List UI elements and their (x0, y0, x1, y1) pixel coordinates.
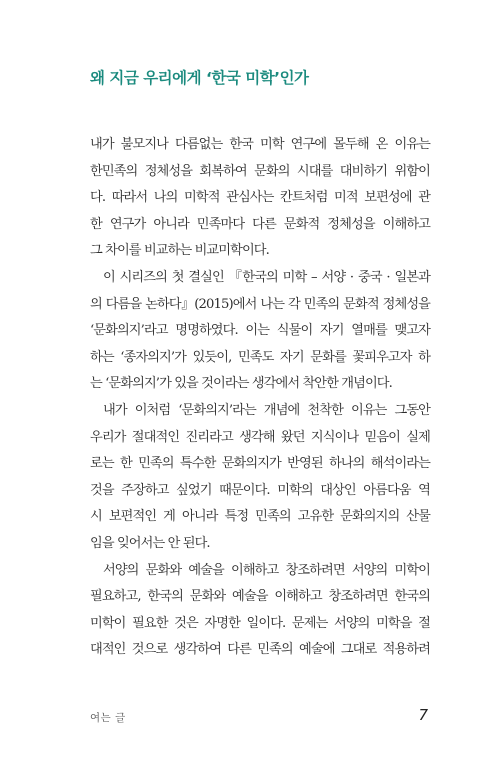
text-line: 대적인 것으로 생각하여 다른 민족의 예술에 그대로 적용하려 (90, 642, 430, 658)
text-line: 서양의 문화와 예술을 이해하고 창조하려면 서양의 미학이 (103, 562, 430, 578)
text-line: ‘문화의지’라고 명명하였다. 이는 식물이 자기 열매를 맺고자 (90, 323, 430, 339)
text-line: 우리가 절대적인 진리라고 생각해 왔던 지식이나 믿음이 실제 (90, 429, 430, 445)
text-line: 임을 잊어서는 안 된다. (90, 535, 210, 551)
section-heading: 왜 지금 우리에게 ‘한국 미학’인가 (90, 69, 309, 87)
text-line: 하는 ‘종자의지’가 있듯이, 민족도 자기 문화를 꽃피우고자 하 (90, 349, 430, 365)
text-line: 미학이 필요한 것은 자명한 일이다. 문제는 서양의 미학을 절 (90, 615, 430, 631)
text-line: 내가 불모지나 다름없는 한국 미학 연구에 몰두해 온 이유는 (90, 137, 430, 152)
text-line: 이 시리즈의 첫 결실인 『한국의 미학 – 서양 · 중국 · 일본과 (103, 269, 430, 285)
text-line: 는 ‘문화의지’가 있을 것이라는 생각에서 착안한 개념이다. (90, 376, 392, 392)
running-footer-label: 여는 글 (90, 712, 126, 724)
page-footer (90, 708, 428, 728)
text-line: 시 보편적인 게 아니라 특정 민족의 고유한 문화의지의 산물 (90, 509, 430, 525)
body-text (90, 132, 430, 664)
text-line: 의 다름을 논하다』(2015)에서 나는 각 민족의 문화적 정체성을 (90, 296, 430, 312)
text-line: 내가 이처럼 ‘문화의지’라는 개념에 천착한 이유는 그동안 (103, 402, 430, 418)
text-line: 것을 주장하고 싶었기 때문이다. 미학의 대상인 아름다움 역 (90, 482, 430, 498)
text-line: 로는 한 민족의 특수한 문화의지가 반영된 하나의 해석이라는 (90, 456, 430, 472)
text-line: 필요하고, 한국의 문화와 예술을 이해하고 창조하려면 한국의 (90, 589, 430, 605)
text-line: 다. 따라서 나의 미학적 관심사는 칸트처럼 미적 보편성에 관 (90, 190, 430, 206)
text-line: 한 연구가 아니라 민족마다 다른 문화적 정체성을 이해하고 (90, 216, 430, 232)
text-line: 한민족의 정체성을 회복하여 문화의 시대를 대비하기 위함이 (90, 163, 430, 179)
page-number: 7 (418, 706, 428, 724)
text-line: 그 차이를 비교하는 비교미학이다. (90, 243, 269, 259)
